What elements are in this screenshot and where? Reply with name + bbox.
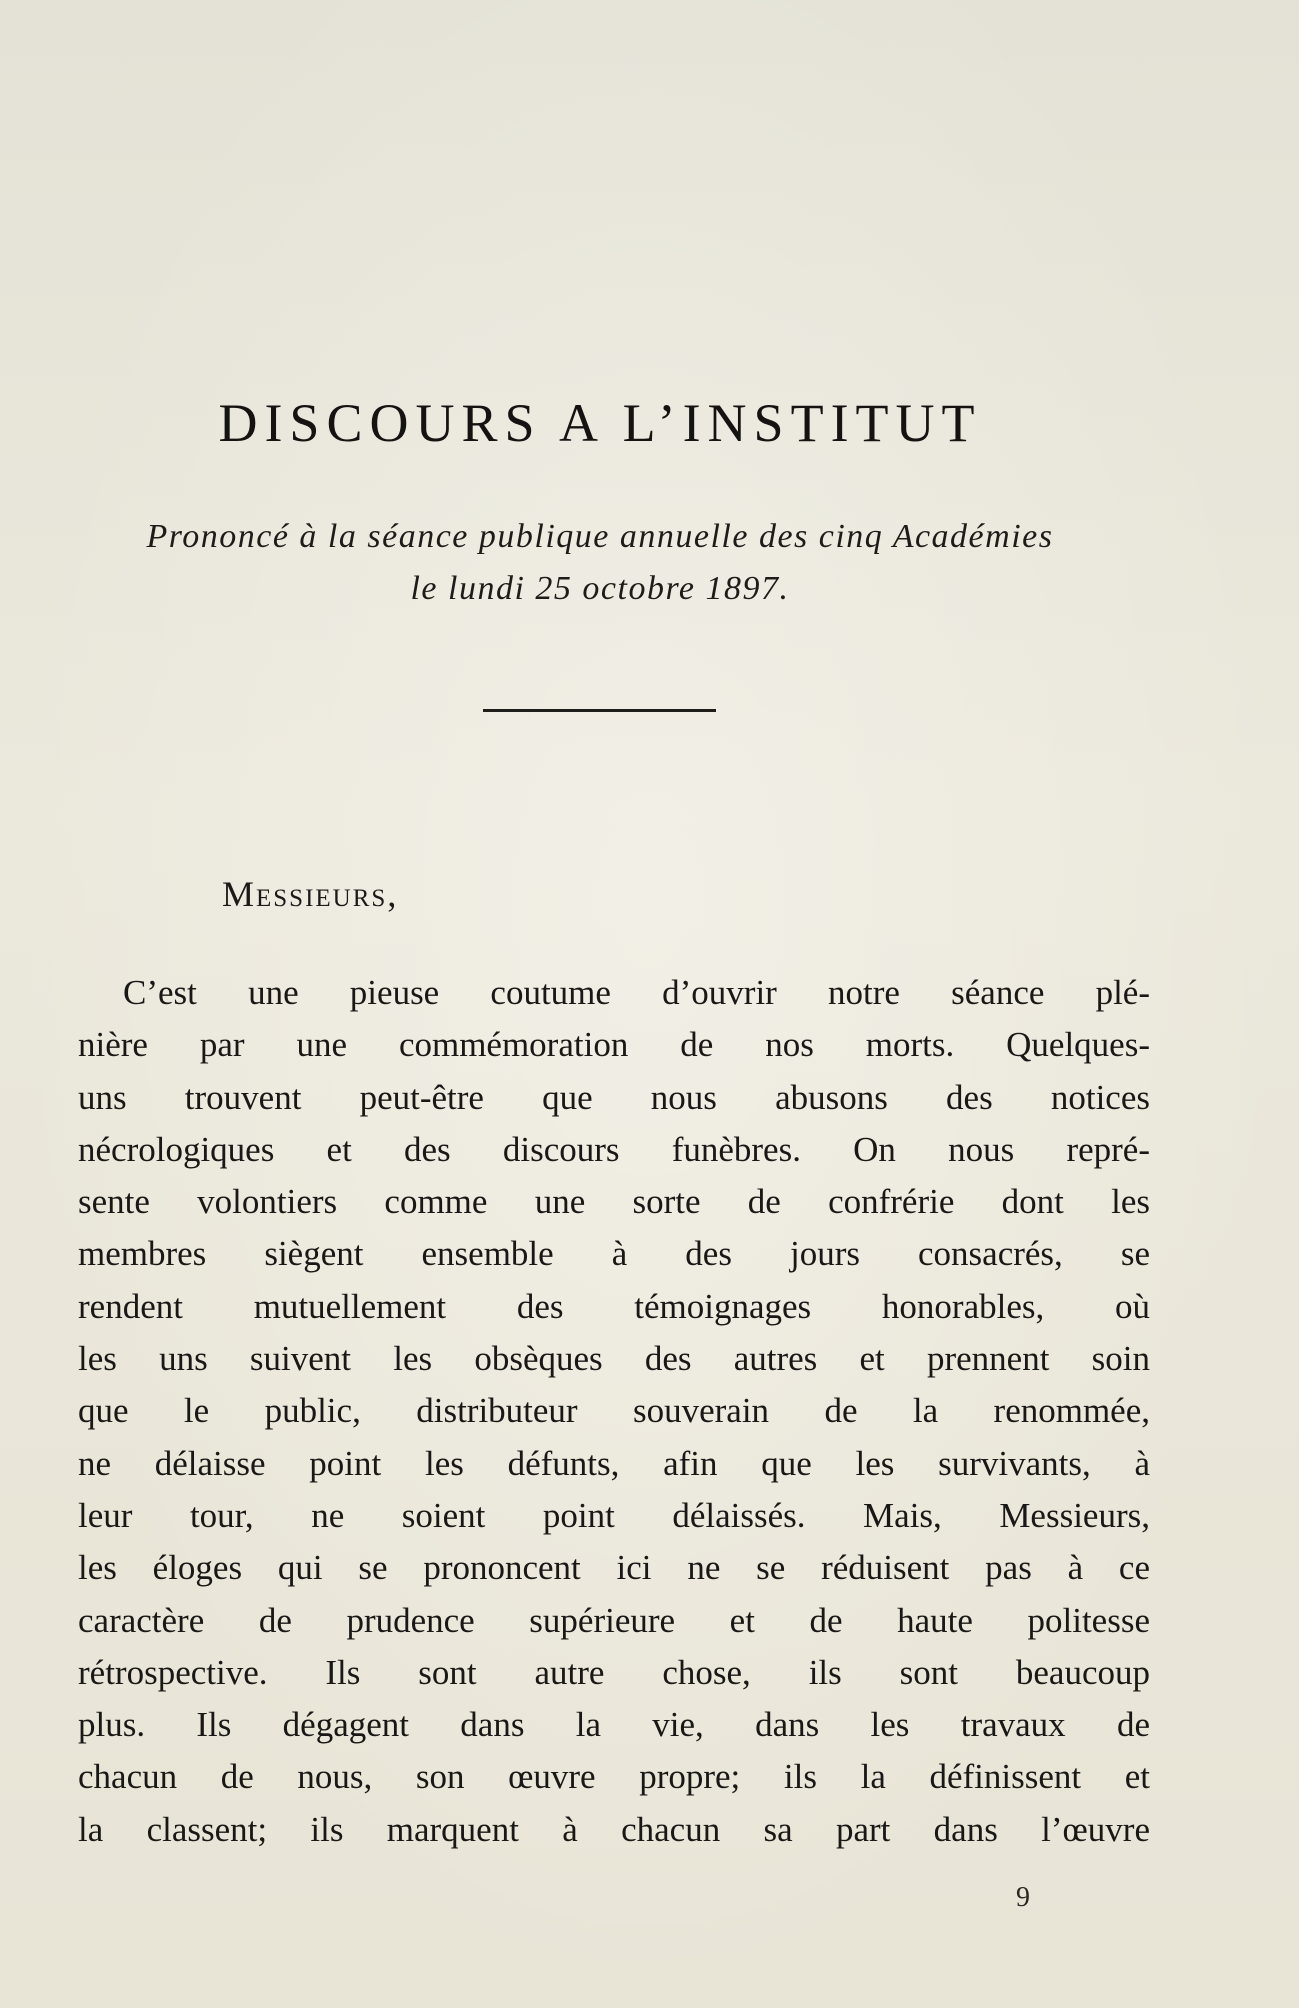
- body-line: ne délaisse point les défunts, afin que les survivants, à: [78, 1443, 1150, 1483]
- body-line: rétrospective. Ils sont autre chose, ils sont beaucoup: [78, 1652, 1150, 1692]
- body-line: sente volontiers comme une sorte de confrérie dont les: [78, 1182, 1150, 1222]
- body-line: les uns suivent les obsèques des autres et prennent soin: [78, 1339, 1150, 1379]
- body-line: membres siègent ensemble à des jours consacrés, se: [78, 1234, 1150, 1274]
- body-line: leur tour, ne soient point délaissés. Mais, Messieurs,: [78, 1495, 1150, 1535]
- chapter-title: DISCOURS A L’INSTITUT: [218, 393, 982, 453]
- body-line: rendent mutuellement des témoignages honorables, où: [78, 1286, 1150, 1326]
- body-line: C’est une pieuse coutume d’ouvrir notre séance plé-: [123, 973, 1150, 1012]
- body-text: [78, 967, 1150, 1856]
- body-line: la classent; ils marquent à chacun sa part dans l’œuvre: [78, 1809, 1150, 1849]
- body-line: que le public, distributeur souverain de la renommée,: [78, 1391, 1150, 1431]
- divider-rule: [483, 709, 716, 712]
- body-line: caractère de prudence supérieure et de haute politesse: [78, 1600, 1150, 1640]
- subtitle-line-1: Prononcé à la séance publique annuelle des cinq Académies: [146, 518, 1054, 555]
- salutation: Messieurs,: [222, 874, 399, 914]
- body-line: nière par une commémoration de nos morts. Quelques-: [78, 1025, 1150, 1065]
- body-line: uns trouvent peut-être que nous abusons des notices: [78, 1077, 1150, 1117]
- body-line: chacun de nous, son œuvre propre; ils la définissent et: [78, 1757, 1150, 1797]
- body-line: les éloges qui se prononcent ici ne se réduisent pas à ce: [78, 1548, 1150, 1588]
- body-line: nécrologiques et des discours funèbres. On nous repré-: [78, 1129, 1150, 1169]
- body-line: plus. Ils dégagent dans la vie, dans les travaux de: [78, 1705, 1150, 1745]
- page-number: 9: [1016, 1882, 1030, 1913]
- subtitle-line-2: le lundi 25 octobre 1897.: [410, 570, 790, 607]
